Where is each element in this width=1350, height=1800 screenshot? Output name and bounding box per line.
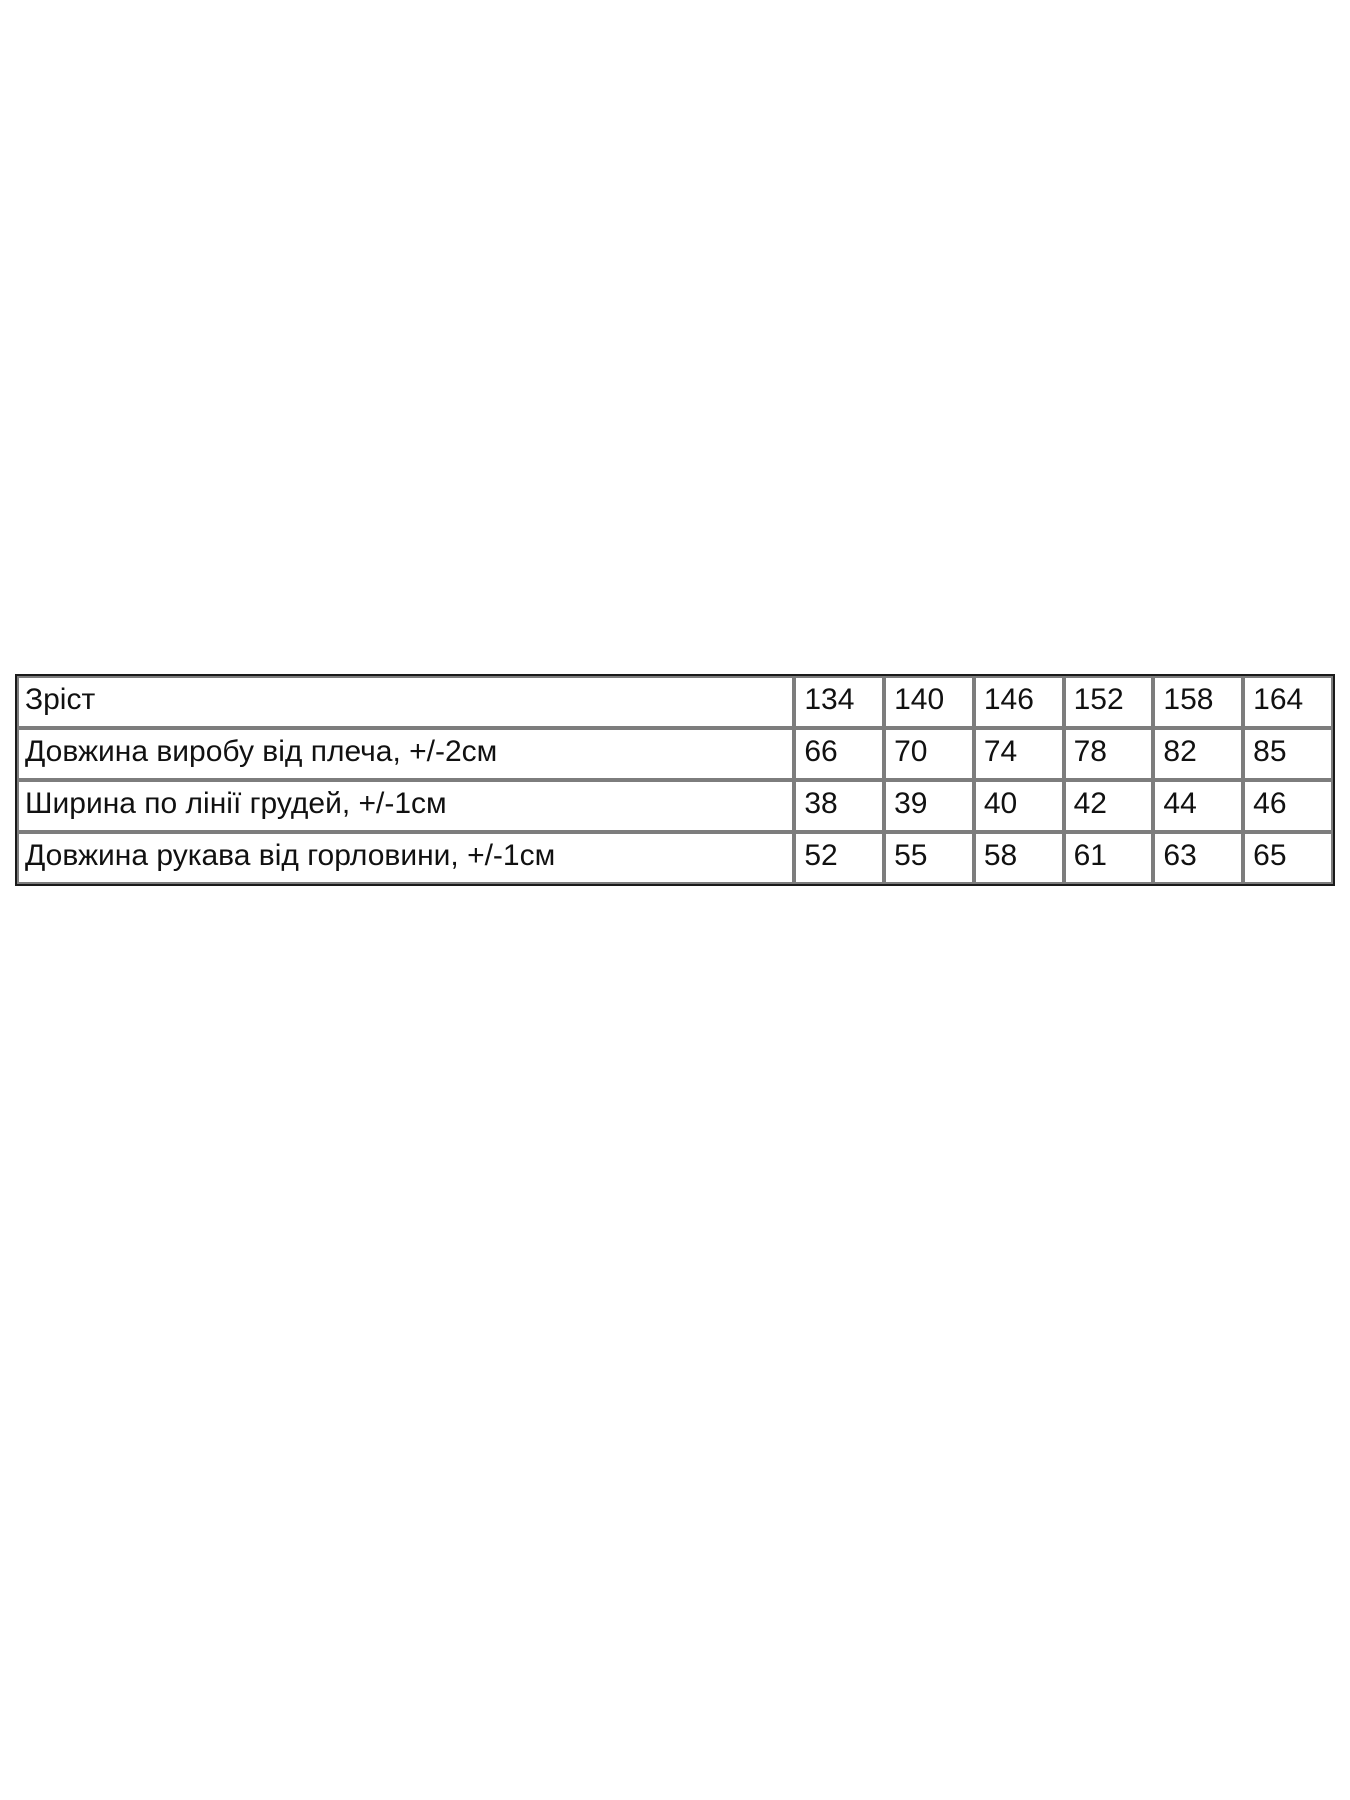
cell-height-158: 158 <box>1153 676 1243 728</box>
cell-height-134: 134 <box>794 676 884 728</box>
cell-height-146: 146 <box>974 676 1064 728</box>
size-chart-container <box>15 674 1335 886</box>
cell-height-140: 140 <box>884 676 974 728</box>
row-label-height: Зріст <box>17 676 794 728</box>
cell-product-length-2: 70 <box>884 728 974 780</box>
row-label-sleeve-length: Довжина рукава від горловини, +/-1см <box>17 832 794 884</box>
cell-product-length-6: 85 <box>1243 728 1333 780</box>
table-row <box>17 780 1333 832</box>
cell-chest-width-4: 42 <box>1064 780 1154 832</box>
cell-chest-width-6: 46 <box>1243 780 1333 832</box>
cell-chest-width-2: 39 <box>884 780 974 832</box>
cell-sleeve-length-3: 58 <box>974 832 1064 884</box>
table-row <box>17 728 1333 780</box>
cell-chest-width-1: 38 <box>794 780 884 832</box>
cell-product-length-5: 82 <box>1153 728 1243 780</box>
cell-sleeve-length-5: 63 <box>1153 832 1243 884</box>
size-chart-table <box>15 674 1335 886</box>
table-row <box>17 676 1333 728</box>
cell-chest-width-3: 40 <box>974 780 1064 832</box>
cell-sleeve-length-2: 55 <box>884 832 974 884</box>
cell-chest-width-5: 44 <box>1153 780 1243 832</box>
row-label-chest-width: Ширина по лінії грудей, +/-1см <box>17 780 794 832</box>
cell-height-164: 164 <box>1243 676 1333 728</box>
cell-product-length-4: 78 <box>1064 728 1154 780</box>
cell-sleeve-length-6: 65 <box>1243 832 1333 884</box>
table-row <box>17 832 1333 884</box>
cell-sleeve-length-1: 52 <box>794 832 884 884</box>
cell-product-length-3: 74 <box>974 728 1064 780</box>
row-label-product-length: Довжина виробу від плеча, +/-2см <box>17 728 794 780</box>
cell-product-length-1: 66 <box>794 728 884 780</box>
cell-sleeve-length-4: 61 <box>1064 832 1154 884</box>
cell-height-152: 152 <box>1064 676 1154 728</box>
